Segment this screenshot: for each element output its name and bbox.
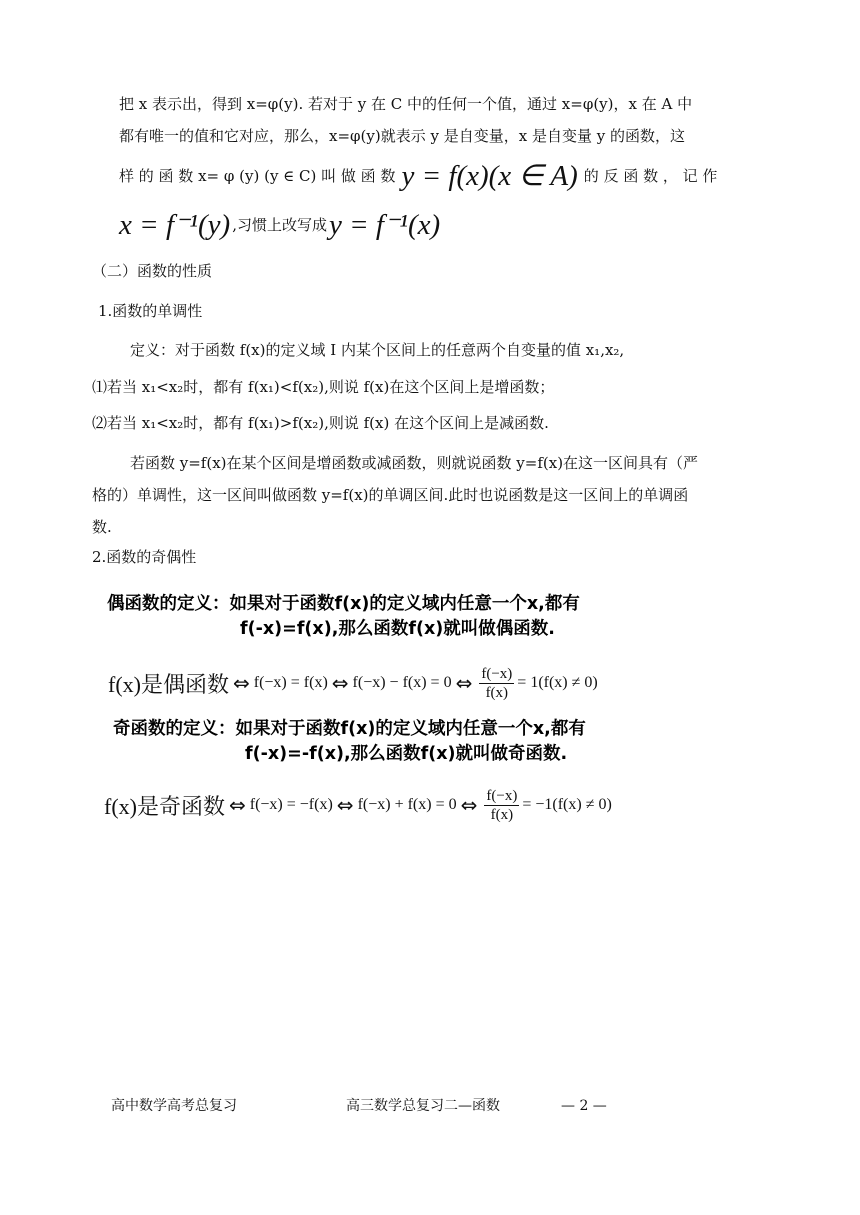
odd-tail: = −1(f(x) ≠ 0) — [522, 796, 612, 813]
even-eq-2: f(−x) − f(x) = 0 — [352, 674, 452, 691]
even-lhs: f(x)是偶函数 — [108, 671, 229, 697]
odd-fraction-numerator: f(−x) — [486, 787, 518, 804]
iff-arrow-icon: ⇔ — [336, 793, 354, 817]
inverse-line-1: 把 x 表示出，得到 x=φ(y). 若对于 y 在 C 中的任何一个值，通过 x=φ(y)，x 在 A 中 — [119, 95, 693, 113]
even-fraction — [479, 665, 514, 702]
footer-page-number: — 2 — — [561, 1098, 607, 1114]
odd-definition-line-1: 奇函数的定义：如果对于函数f(x)的定义域内任意一个x,都有 — [113, 719, 586, 739]
even-tail: = 1(f(x) ≠ 0) — [517, 674, 598, 691]
monotonic-paragraph-line-2: 格的）单调性，这一区间叫做函数 y=f(x)的单调区间.此时也说函数是这一区间上的单调函 — [92, 486, 689, 504]
iff-arrow-icon: ⇔ — [331, 671, 349, 695]
monotonic-paragraph-line-1: 若函数 y=f(x)在某个区间是增函数或减函数，则就说函数 y=f(x)在这一区间具有（严 — [130, 454, 699, 472]
inverse-formula-notation: x = f⁻¹(y) — [119, 209, 231, 241]
section-title-properties: （二）函数的性质 — [92, 262, 213, 280]
even-definition-line-2: f(-x)=f(x),那么函数f(x)就叫做偶函数. — [240, 619, 555, 639]
parity-title: 2.函数的奇偶性 — [92, 548, 197, 566]
odd-fraction-denominator: f(x) — [490, 806, 514, 823]
inverse-line-2: 都有唯一的值和它对应，那么，x=φ(y)就表示 y 是自变量，x 是自变量 y 的函数，这 — [119, 127, 685, 145]
even-definition-line-1: 偶函数的定义：如果对于函数f(x)的定义域内任意一个x,都有 — [107, 594, 580, 614]
monotonicity-definition: 定义：对于函数 f(x)的定义域 I 内某个区间上的任意两个自变量的值 x₁,x₂, — [130, 341, 625, 359]
monotonicity-case-increasing: ⑴若当 x₁<x₂时，都有 f(x₁)<f(x₂),则说 f(x)在这个区间上是增函数； — [92, 378, 555, 396]
inverse-line-3-text-b: 的 反 函 数 ， 记 作 — [583, 167, 718, 185]
inverse-line-4-text: ,习惯上改写成 — [232, 216, 327, 234]
iff-arrow-icon: ⇔ — [228, 793, 246, 817]
inverse-formula-rewritten: y = f⁻¹(x) — [328, 209, 441, 241]
footer-center: 高三数学总复习二—函数 — [346, 1098, 500, 1114]
iff-arrow-icon: ⇔ — [455, 671, 473, 695]
even-fraction-numerator: f(−x) — [481, 665, 513, 682]
monotonic-paragraph-line-3: 数. — [92, 518, 112, 536]
inverse-line-3 — [119, 160, 718, 192]
odd-lhs: f(x)是奇函数 — [104, 793, 225, 819]
monotonicity-case-decreasing: ⑵若当 x₁<x₂时，都有 f(x₁)>f(x₂),则说 f(x) 在这个区间上是减函数. — [92, 414, 549, 432]
monotonicity-title: 1.函数的单调性 — [98, 302, 203, 320]
even-fraction-denominator: f(x) — [485, 684, 509, 701]
odd-eq-1: f(−x) = −f(x) — [249, 796, 333, 813]
inverse-line-4 — [119, 208, 440, 242]
even-function-formula — [108, 660, 598, 706]
iff-arrow-icon: ⇔ — [232, 671, 250, 695]
odd-definition-line-2: f(-x)=-f(x),那么函数f(x)就叫做奇函数. — [245, 744, 568, 764]
footer-left: 高中数学高考总复习 — [111, 1098, 237, 1114]
odd-eq-2: f(−x) + f(x) = 0 — [357, 796, 457, 813]
odd-function-formula — [104, 781, 612, 829]
inverse-line-3-text-a: 样 的 函 数 x= φ (y) (y ∈ C) 叫 做 函 数 — [119, 167, 396, 185]
inverse-formula-original: y = f(x)(x ∈ A) — [401, 160, 578, 192]
even-eq-1: f(−x) = f(x) — [253, 674, 328, 691]
iff-arrow-icon: ⇔ — [460, 793, 478, 817]
odd-fraction — [484, 787, 519, 824]
